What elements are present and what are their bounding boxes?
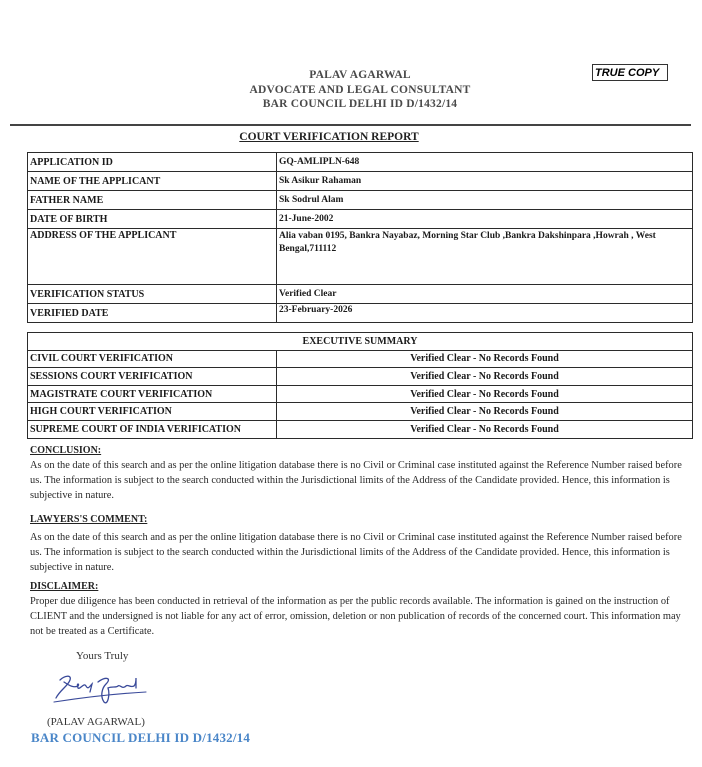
advocate-bar-id: BAR COUNCIL DELHI ID D/1432/14	[262, 98, 458, 110]
detail-label: FATHER NAME	[28, 191, 277, 210]
date-of-birth-value: 21-June-2002	[277, 210, 693, 229]
table-row	[28, 350, 693, 368]
court-result: Verified Clear - No Records Found	[277, 350, 693, 368]
detail-label: APPLICATION ID	[28, 153, 277, 172]
table-row	[28, 229, 693, 285]
father-name-value: Sk Sodrul Alam	[277, 191, 693, 210]
detail-label: VERIFICATION STATUS	[28, 285, 277, 304]
court-result: Verified Clear - No Records Found	[277, 420, 693, 438]
table-row	[28, 403, 693, 421]
lawyers-comment-heading: LAWYERS'S COMMENT:	[30, 514, 148, 525]
court-label: SUPREME COURT OF INDIA VERIFICATION	[28, 420, 277, 438]
true-copy-stamp: TRUE COPY	[592, 64, 668, 81]
table-row	[28, 368, 693, 386]
conclusion-text: As on the date of this search and as per the online litigation database there is no Civil or Criminal case instituted against the Reference Number raised before us. The information is subject to the search conducted within the Jurisdictional limits of the Address of the Candidate provided. Hence, this information is subjective in nature.	[30, 460, 682, 501]
executive-summary-title: EXECUTIVE SUMMARY	[28, 333, 693, 351]
table-row	[28, 304, 693, 323]
applicant-details-table	[27, 152, 693, 323]
advocate-name: PALAV AGARWAL	[309, 69, 411, 81]
report-title: COURT VERIFICATION REPORT	[239, 131, 419, 143]
lawyers-comment-text: As on the date of this search and as per the online litigation database there is no Civil or Criminal case instituted against the Reference Number raised before us. The information is subject to the search conducted within the Jurisdictional limits of the Address of the Candidate provided. Hence, this information is subjective in nature.	[30, 532, 682, 573]
detail-label: VERIFIED DATE	[28, 304, 277, 323]
closing-text: Yours Truly	[76, 650, 129, 662]
executive-summary-table	[27, 332, 693, 439]
table-row	[28, 172, 693, 191]
table-row	[28, 191, 693, 210]
table-row	[28, 210, 693, 229]
verified-date-value: 23-February-2026	[277, 304, 693, 323]
signature-image	[50, 668, 155, 710]
conclusion-heading: CONCLUSION:	[30, 445, 102, 456]
disclaimer-heading: DISCLAIMER:	[30, 581, 99, 592]
court-label: MAGISTRATE COURT VERIFICATION	[28, 385, 277, 403]
court-result: Verified Clear - No Records Found	[277, 368, 693, 386]
table-header-row	[28, 333, 693, 351]
table-row	[28, 385, 693, 403]
court-label: HIGH COURT VERIFICATION	[28, 403, 277, 421]
detail-label: DATE OF BIRTH	[28, 210, 277, 229]
court-result: Verified Clear - No Records Found	[277, 403, 693, 421]
court-label: CIVIL COURT VERIFICATION	[28, 350, 277, 368]
disclaimer-section	[30, 580, 686, 639]
disclaimer-text: Proper due diligence has been conducted in retrieval of the information as per the public records available. The information is gained on the instruction of CLIENT and the undersigned is not liable for any act of error, omission, deletion or non publication of records of the concerned court. This information may not be treated as a Certificate.	[30, 596, 681, 637]
court-label: SESSIONS COURT VERIFICATION	[28, 368, 277, 386]
table-row	[28, 420, 693, 438]
detail-label: NAME OF THE APPLICANT	[28, 172, 277, 191]
court-result: Verified Clear - No Records Found	[277, 385, 693, 403]
table-row	[28, 285, 693, 304]
conclusion-section	[30, 444, 686, 503]
advocate-designation: ADVOCATE AND LEGAL CONSULTANT	[249, 83, 471, 96]
detail-label: ADDRESS OF THE APPLICANT	[28, 229, 277, 285]
address-value: Alia vaban 0195, Bankra Nayabaz, Morning Star Club ,Bankra Dakshinpara ,Howrah , West Bengal,711112	[277, 229, 693, 285]
header-divider	[10, 124, 691, 126]
application-id-value: GQ-AMLIPLN-648	[277, 153, 693, 172]
applicant-name-value: Sk Asikur Rahaman	[277, 172, 693, 191]
signer-name: (PALAV AGARWAL)	[47, 716, 145, 728]
verification-status-value: Verified Clear	[277, 285, 693, 304]
table-row	[28, 153, 693, 172]
signer-bar-council-id: BAR COUNCIL DELHI ID D/1432/14	[31, 730, 251, 745]
lawyers-comment-section	[30, 513, 686, 575]
